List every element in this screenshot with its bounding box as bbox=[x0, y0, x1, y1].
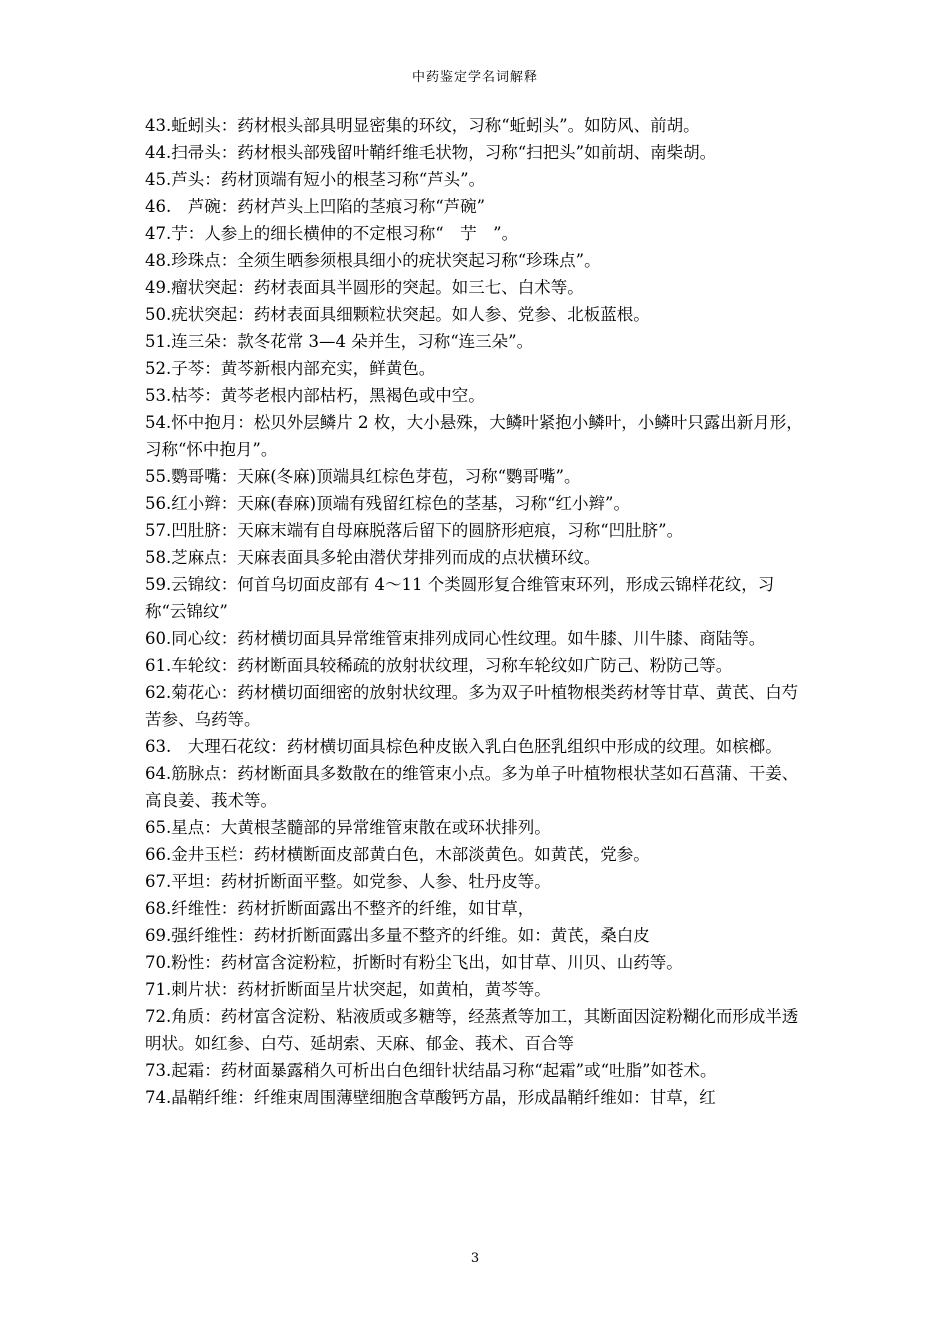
glossary-entry: 59.云锦纹：何首乌切面皮部有 4～11 个类圆形复合维管束环列，形成云锦样花纹，习称“云锦纹” bbox=[145, 575, 775, 621]
glossary-entry: 48.珍珠点：全须生晒参须根具细小的疣状突起习称“珍珠点”。 bbox=[145, 251, 601, 270]
glossary-entry: 62.菊花心：药材横切面细密的放射状纹理。多为双子叶植物根类药材等甘草、黄芪、白芍苦参、乌药等。 bbox=[145, 683, 799, 729]
glossary-entry: 70.粉性：药材富含淀粉粒，折断时有粉尘飞出，如甘草、川贝、山药等。 bbox=[145, 953, 683, 972]
glossary-entry: 49.瘤状突起：药材表面具半圆形的突起。如三七、白术等。 bbox=[145, 278, 584, 297]
glossary-entry: 57.凹肚脐：天麻末端有自母麻脱落后留下的圆脐形疤痕，习称“凹肚脐”。 bbox=[145, 521, 684, 540]
glossary-entry: 55.鹦哥嘴：天麻(冬麻)顶端具红棕色芽苞，习称“鹦哥嘴”。 bbox=[145, 467, 581, 486]
glossary-entry: 68.纤维性：药材折断面露出不整齐的纤维，如甘草， bbox=[145, 899, 535, 918]
glossary-entry: 63. 大理石花纹：药材横切面具棕色种皮嵌入乳白色胚乳组织中形成的纹理。如槟榔。 bbox=[145, 737, 782, 756]
glossary-entry: 50.疣状突起：药材表面具细颗粒状突起。如人参、党参、北板蓝根。 bbox=[145, 305, 650, 324]
glossary-entry: 65.星点：大黄根茎髓部的异常维管束散在或环状排列。 bbox=[145, 818, 551, 837]
glossary-entry: 72.角质：药材富含淀粉、粘液质或多糖等，经蒸煮等加工，其断面因淀粉糊化而形成半透明状。如红参、白芍、延胡索、天麻、郁金、莪术、百合等 bbox=[145, 1007, 799, 1053]
glossary-entry: 56.红小辫：天麻(春麻)顶端有残留红棕色的茎基，习称“红小辫”。 bbox=[145, 494, 630, 513]
glossary-entry: 52.子芩：黄芩新根内部充实，鲜黄色。 bbox=[145, 359, 436, 378]
glossary-entry: 51.连三朵：款冬花常 3—4 朵并生，习称“连三朵”。 bbox=[145, 332, 534, 351]
glossary-entry: 73.起霜：药材面暴露稍久可析出白色细针状结晶习称“起霜”或“吐脂”如苍术。 bbox=[145, 1061, 717, 1080]
glossary-entry: 74.晶鞘纤维：纤维束周围薄壁细胞含草酸钙方晶，形成晶鞘纤维如：甘草，红 bbox=[145, 1088, 716, 1107]
glossary-entry: 71.刺片状：药材折断面呈片状突起，如黄柏，黄芩等。 bbox=[145, 980, 551, 999]
glossary-entry: 58.芝麻点：天麻表面具多轮由潜伏芽排列而成的点状横环纹。 bbox=[145, 548, 601, 567]
glossary-entry: 54.怀中抱月：松贝外层鳞片 2 枚，大小悬殊，大鳞叶紧抱小鳞叶，小鳞叶只露出新月形，习称“怀中抱月”。 bbox=[145, 413, 803, 459]
glossary-entries bbox=[145, 112, 810, 1111]
glossary-entry: 64.筋脉点：药材断面具多数散在的维管束小点。多为单子叶植物根状茎如石菖蒲、干姜、高良姜、莪术等。 bbox=[145, 764, 799, 810]
glossary-entry: 43.蚯蚓头：药材根头部具明显密集的环纹，习称“蚯蚓头”。如防风、前胡。 bbox=[145, 116, 700, 135]
glossary-entry: 46. 芦碗：药材芦头上凹陷的茎痕习称“芦碗” bbox=[145, 197, 486, 216]
page-header: 中药鉴定学名词解释 bbox=[411, 70, 538, 85]
glossary-entry: 60.同心纹：药材横切面具异常维管束排列成同心性纹理。如牛膝、川牛膝、商陆等。 bbox=[145, 629, 766, 648]
glossary-entry: 47.艼：人参上的细长横伸的不定根习称“ 艼 ”。 bbox=[145, 224, 519, 243]
glossary-entry: 61.车轮纹：药材断面具较稀疏的放射状纹理，习称车轮纹如广防己、粉防己等。 bbox=[145, 656, 733, 675]
glossary-entry: 67.平坦：药材折断面平整。如党参、人参、牡丹皮等。 bbox=[145, 872, 551, 891]
glossary-entry: 45.芦头：药材顶端有短小的根茎习称“芦头”。 bbox=[145, 170, 486, 189]
glossary-entry: 69.强纤维性：药材折断面露出多量不整齐的纤维。如：黄芪，桑白皮 bbox=[145, 926, 650, 945]
page-number: 3 bbox=[470, 1251, 480, 1266]
glossary-entry: 53.枯芩：黄芩老根内部枯朽，黑褐色或中空。 bbox=[145, 386, 485, 405]
glossary-entry: 66.金井玉栏：药材横断面皮部黄白色，木部淡黄色。如黄芪，党参。 bbox=[145, 845, 650, 864]
glossary-entry: 44.扫帚头：药材根头部残留叶鞘纤维毛状物，习称“扫把头”如前胡、南柴胡。 bbox=[145, 143, 717, 162]
